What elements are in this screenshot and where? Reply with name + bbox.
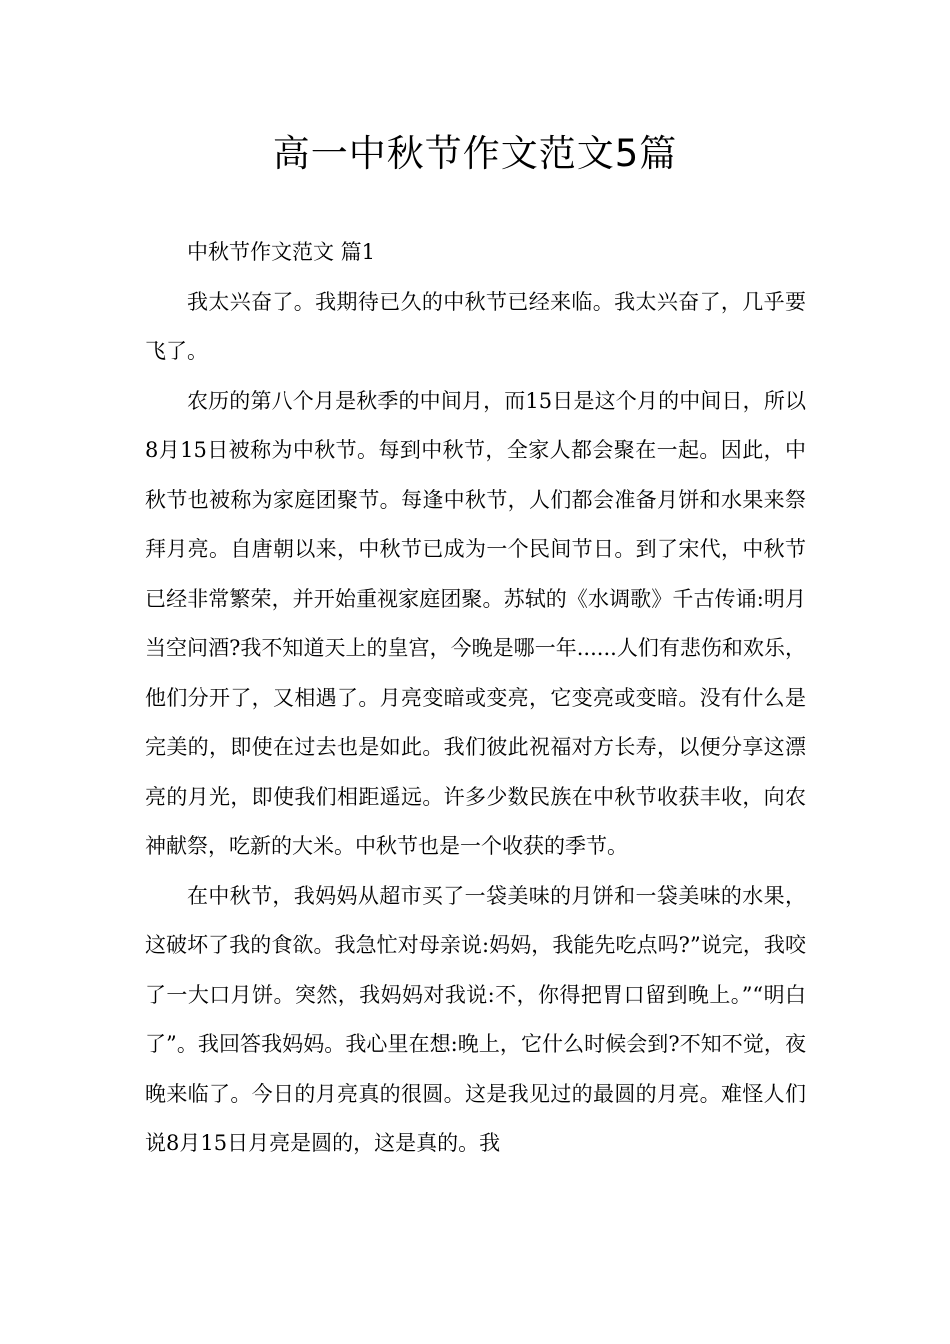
- paragraph: 农历的第八个月是秋季的中间月，而15日是这个月的中间日，所以8月15日被称为中秋节。每到中秋节，全家人都会聚在一起。因此，中秋节也被称为家庭团聚节。每逢中秋节，人们都会准备月饼和水果来祭拜月亮。自唐朝以来，中秋节已成为一个民间节日。到了宋代，中秋节已经非常繁荣，并开始重视家庭团聚。苏轼的《水调歌》千古传诵:明月当空问酒?我不知道天上的皇宫，今晚是哪一年......人们有悲伤和欢乐，他们分开了，又相遇了。月亮变暗或变亮，它变亮或变暗。没有什么是完美的，即使在过去也是如此。我们彼此祝福对方长寿，以便分享这漂亮的月光，即使我们相距遥远。许多少数民族在中秋节收获丰收，向农神献祭，吃新的大米。中秋节也是一个收获的季节。: [145, 388, 806, 858]
- paragraph: 在中秋节，我妈妈从超市买了一袋美味的月饼和一袋美味的水果，这破坏了我的食欲。我急忙对母亲说:妈妈，我能先吃点吗?”说完，我咬了一大口月饼。突然，我妈妈对我说:不，你得把胃口留到晚上。”“明白了”。我回答我妈妈。我心里在想:晚上，它什么时候会到?不知不觉，夜晚来临了。今日的月亮真的很圆。这是我见过的最圆的月亮。难怪人们说8月15日月亮是圆的，这是真的。我: [145, 883, 806, 1155]
- paragraph: 我太兴奋了。我期待已久的中秋节已经来临。我太兴奋了，几乎要飞了。: [145, 289, 806, 363]
- section-heading: 中秋节作文范文 篇1: [187, 240, 376, 264]
- document-title: 高一中秋节作文范文5篇: [272, 132, 678, 175]
- document-body: [145, 228, 806, 1169]
